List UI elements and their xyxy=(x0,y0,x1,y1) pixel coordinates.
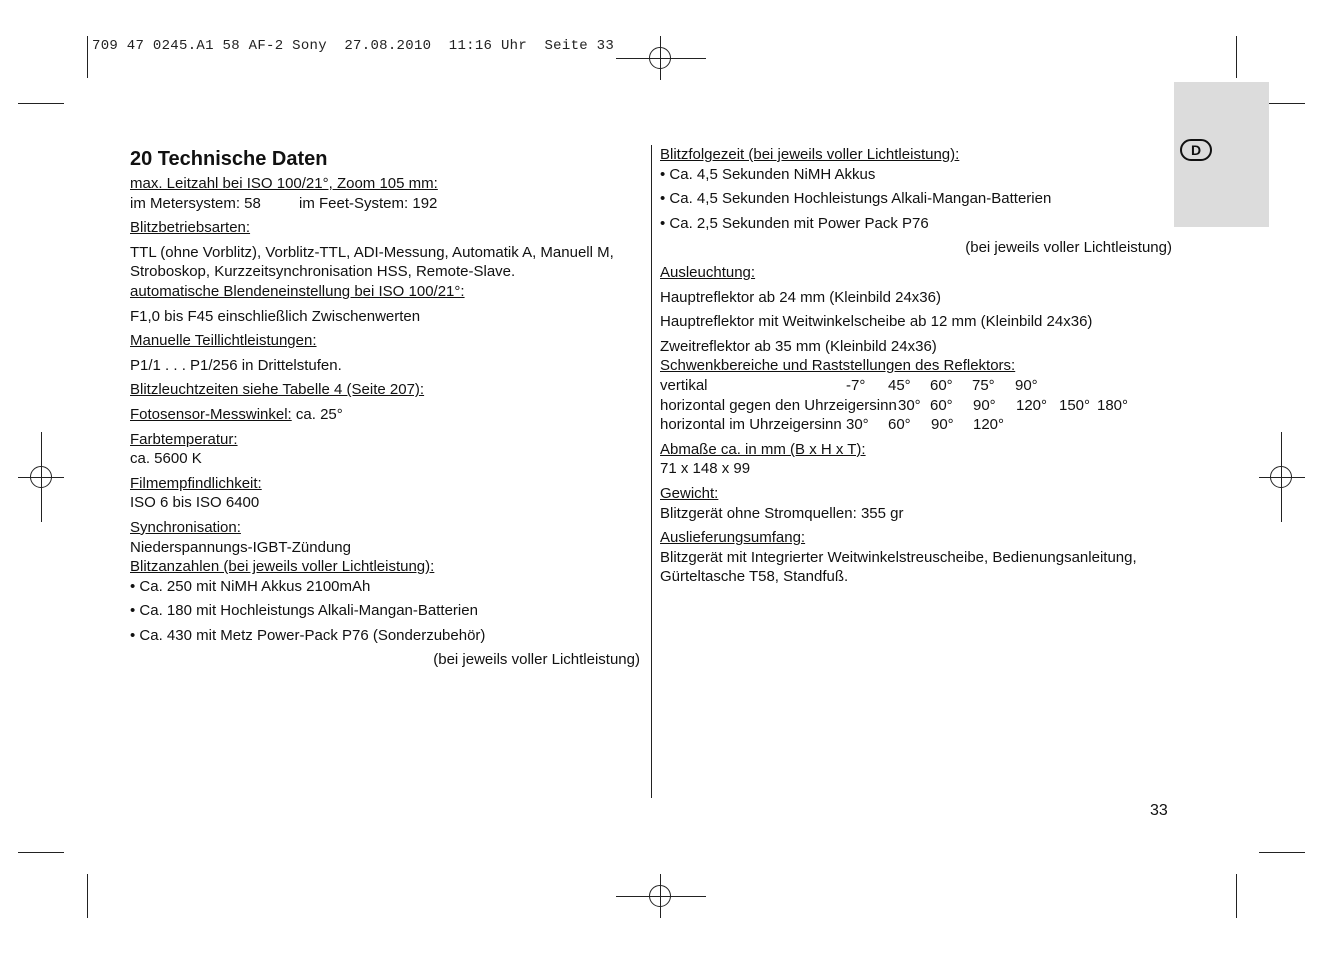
swivel-row-ccw xyxy=(660,396,1172,416)
swivel-row-label: horizontal im Uhrzeigersinn xyxy=(660,416,842,434)
aperture-label: automatische Blendeneinstellung bei ISO 100/21°: xyxy=(130,282,465,300)
manual-power-label: Manuelle Teillichtleistungen: xyxy=(130,332,317,350)
swivel-value: 90° xyxy=(973,396,996,414)
flash-modes-label: Blitzbetriebsarten: xyxy=(130,219,251,237)
flash-durations-label: Blitzleuchtzeiten siehe Tabelle 4 (Seite 207): xyxy=(130,381,425,399)
registration-circle xyxy=(649,885,671,907)
manual-power-value: P1/1 . . . P1/256 in Drittelstufen. xyxy=(130,356,342,374)
flash-modes-line: Stroboskop, Kurzzeitsynchronisation HSS, Remote-Slave. xyxy=(130,263,516,281)
dimensions-value: 71 x 148 x 99 xyxy=(660,460,751,478)
list-item: • Ca. 430 mit Metz Power-Pack P76 (Sonderzubehör) xyxy=(130,626,486,644)
swivel-value: 60° xyxy=(930,396,953,414)
color-temp-label: Farbtemperatur: xyxy=(130,430,238,448)
scope-label: Auslieferungsumfang: xyxy=(660,529,806,547)
scope-line: Blitzgerät mit Integrierter Weitwinkelstreuscheibe, Bedienungsanleitung, xyxy=(660,548,1137,566)
flash-counts-label: Blitzanzahlen (bei jeweils voller Lichtleistung): xyxy=(130,558,435,576)
crop-mark xyxy=(87,874,88,918)
crop-mark xyxy=(87,36,88,78)
swivel-value: 150° xyxy=(1059,396,1091,414)
swivel-value: 60° xyxy=(930,376,953,394)
scope-line: Gürteltasche T58, Standfuß. xyxy=(660,568,849,586)
list-item: • Ca. 180 mit Hochleistungs Alkali-Mangan-Batterien xyxy=(130,602,478,620)
swivel-value: 45° xyxy=(888,376,911,394)
film-speed-value: ISO 6 bis ISO 6400 xyxy=(130,494,260,512)
dimensions-label: Abmaße ca. in mm (B x H x T): xyxy=(660,440,866,458)
crop-mark xyxy=(1236,874,1237,918)
list-item: • Ca. 4,5 Sekunden Hochleistungs Alkali-Mangan-Batterien xyxy=(660,190,1052,208)
swivel-row-vertical xyxy=(660,376,1172,396)
swivel-value: 120° xyxy=(1016,396,1048,414)
list-item: • Ca. 250 mit NiMH Akkus 2100mAh xyxy=(130,577,371,595)
swivel-value: 30° xyxy=(898,396,921,414)
swivel-row-label: horizontal gegen den Uhrzeigersinn xyxy=(660,396,897,414)
swivel-value: 75° xyxy=(972,376,995,394)
swivel-value: 30° xyxy=(846,416,869,434)
sensor-angle-label: Fotosensor-Messwinkel: xyxy=(130,405,292,423)
crop-mark xyxy=(18,852,64,853)
recycle-label: Blitzfolgezeit (bei jeweils voller Lichtleistung): xyxy=(660,146,960,163)
registration-circle xyxy=(1270,466,1292,488)
swivel-value: 90° xyxy=(1015,376,1038,394)
sync-label: Synchronisation: xyxy=(130,518,241,536)
swivel-value: 120° xyxy=(973,416,1005,434)
guide-number-meter: im Metersystem: 58 xyxy=(130,194,261,212)
film-speed-label: Filmempfindlichkeit: xyxy=(130,474,262,492)
swivel-value: 90° xyxy=(931,416,954,434)
list-item: • Ca. 4,5 Sekunden NiMH Akkus xyxy=(660,165,876,183)
swivel-label: Schwenkbereiche und Raststellungen des Reflektors: xyxy=(660,357,1016,375)
sensor-angle-value: ca. 25° xyxy=(291,405,343,423)
swivel-row-cw xyxy=(660,415,1172,435)
left-column xyxy=(130,146,642,670)
registration-circle xyxy=(30,466,52,488)
swivel-value: -7° xyxy=(846,376,866,394)
weight-value: Blitzgerät ohne Stromquellen: 355 gr xyxy=(660,504,904,522)
swivel-value: 60° xyxy=(888,416,911,434)
guide-number-label: max. Leitzahl bei ISO 100/21°, Zoom 105 mm: xyxy=(130,175,438,192)
column-divider xyxy=(651,145,652,798)
coverage-label: Ausleuchtung: xyxy=(660,263,756,281)
page-number: 33 xyxy=(1150,802,1168,819)
guide-number-values xyxy=(130,194,642,214)
list-item: Zweitreflektor ab 35 mm (Kleinbild 24x36) xyxy=(660,337,937,355)
list-item: Hauptreflektor mit Weitwinkelscheibe ab 12 mm (Kleinbild 24x36) xyxy=(660,313,1093,331)
recycle-note: (bei jeweils voller Lichtleistung) xyxy=(965,239,1172,257)
crop-mark xyxy=(1259,852,1305,853)
sensor-angle xyxy=(130,405,642,425)
language-badge: D xyxy=(1180,139,1212,161)
registration-circle xyxy=(649,47,671,69)
list-item: Hauptreflektor ab 24 mm (Kleinbild 24x36) xyxy=(660,288,941,306)
flash-modes-line: TTL (ohne Vorblitz), Vorblitz-TTL, ADI-Messung, Automatik A, Manuell M, xyxy=(130,243,614,261)
flash-counts-note: (bei jeweils voller Lichtleistung) xyxy=(433,651,640,669)
swivel-row-label: vertikal xyxy=(660,376,708,394)
guide-number-feet: im Feet-System: 192 xyxy=(299,194,438,212)
crop-mark xyxy=(1236,36,1237,78)
sync-value: Niederspannungs-IGBT-Zündung xyxy=(130,538,351,556)
right-column xyxy=(660,145,1172,587)
swivel-value: 180° xyxy=(1097,396,1129,414)
color-temp-value: ca. 5600 K xyxy=(130,450,202,468)
crop-mark xyxy=(18,103,64,104)
weight-label: Gewicht: xyxy=(660,484,719,502)
print-header: 709 47 0245.A1 58 AF-2 Sony 27.08.2010 11:16 Uhr Seite 33 xyxy=(92,38,615,54)
section-title: 20 Technische Daten xyxy=(130,148,328,170)
aperture-value: F1,0 bis F45 einschließlich Zwischenwerten xyxy=(130,307,421,325)
list-item: • Ca. 2,5 Sekunden mit Power Pack P76 xyxy=(660,214,929,232)
